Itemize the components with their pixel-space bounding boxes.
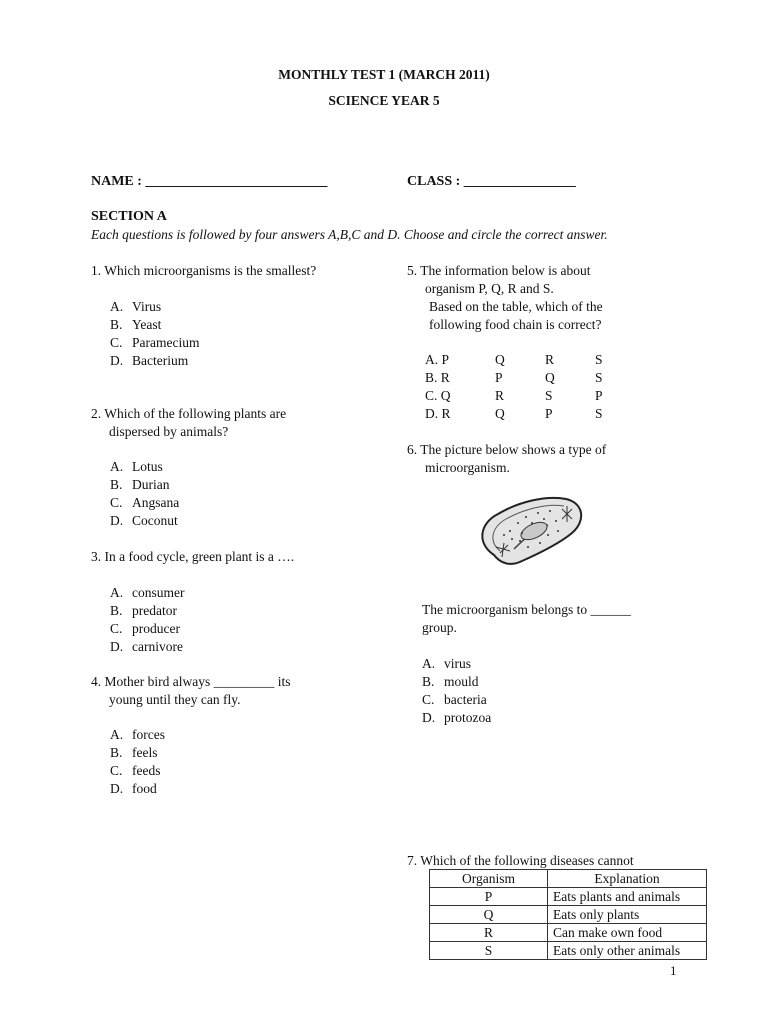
question-3: 3. In a food cycle, green plant is a …. [91,549,295,564]
page-number: 1 [670,963,677,978]
option-d[interactable]: D. food [110,781,157,796]
explanation-cell: Eats only other animals [548,942,707,960]
option-a[interactable]: A. Virus [110,299,162,314]
option-b[interactable]: B. Durian [110,477,170,492]
option-a[interactable]: A. P Q R S [425,352,603,367]
section-title: SECTION A [91,209,167,224]
option-a[interactable]: A. consumer [110,585,185,600]
question-1: 1. Which microorganisms is the smallest? [91,263,317,278]
option-a[interactable]: A. virus [422,656,471,671]
question-4-options [110,726,165,798]
explanation-cell: Eats only plants [548,906,707,924]
option-b[interactable]: B. feels [110,745,158,760]
option-a[interactable]: A. Lotus [110,459,163,474]
table-row [430,906,707,924]
option-c[interactable]: C. Paramecium [110,335,200,350]
organism-table [429,869,707,960]
option-d[interactable]: D. carnivore [110,639,183,654]
question-6-options [422,655,491,727]
organism-cell: Q [430,906,548,924]
option-d[interactable]: D. R Q P S [425,406,603,421]
section-instruction: Each questions is followed by four answers A,B,C and D. Choose and circle the correct answer. [91,227,608,242]
option-b[interactable]: B. mould [422,674,479,689]
option-b[interactable]: B. R P Q S [425,370,603,385]
class-field[interactable]: CLASS : ________________ [407,174,576,189]
explanation-cell: Eats plants and animals [548,888,707,906]
option-b[interactable]: B. Yeast [110,317,162,332]
organism-cell: P [430,888,548,906]
table-header-row [430,870,707,888]
explanation-cell: Can make own food [548,924,707,942]
option-b[interactable]: B. predator [110,603,177,618]
option-d[interactable]: D. Bacterium [110,353,189,368]
column-header-explanation: Explanation [548,870,707,888]
test-title: MONTHLY TEST 1 (MARCH 2011) [278,67,490,82]
option-c[interactable]: C. producer [110,621,180,636]
option-a[interactable]: A. forces [110,727,165,742]
subject-title: SCIENCE YEAR 5 [328,93,440,108]
table-row [430,942,707,960]
question-7: 7. Which of the following diseases cannot [407,853,634,868]
question-5-options [425,351,603,423]
question-1-options [110,298,199,370]
question-3-options [110,584,184,656]
table-row [430,888,707,906]
question-4: 4. Mother bird always _________ its young until they can fly. [91,674,291,707]
option-c[interactable]: C. bacteria [422,692,487,707]
question-2-options [110,458,179,530]
question-6: 6. The picture below shows a type of microorganism. [407,442,607,475]
option-d[interactable]: D. Coconut [110,513,178,528]
option-c[interactable]: C. Angsana [110,495,180,510]
organism-cell: S [430,942,548,960]
question-2: 2. Which of the following plants are dispersed by animals? [91,406,287,439]
organism-cell: R [430,924,548,942]
question-5: 5. The information below is about organism P, Q, R and S. Based on the table, which of the following food chain is correct? [407,263,603,332]
option-c[interactable]: C. Q R S P [425,388,603,403]
option-c[interactable]: C. feeds [110,763,161,778]
question-6-statement: The microorganism belongs to ______ group. [422,602,631,635]
name-field[interactable]: NAME : __________________________ [91,174,328,189]
paramecium-image [474,487,588,579]
column-header-organism: Organism [430,870,548,888]
option-d[interactable]: D. protozoa [422,710,492,725]
table-row [430,924,707,942]
